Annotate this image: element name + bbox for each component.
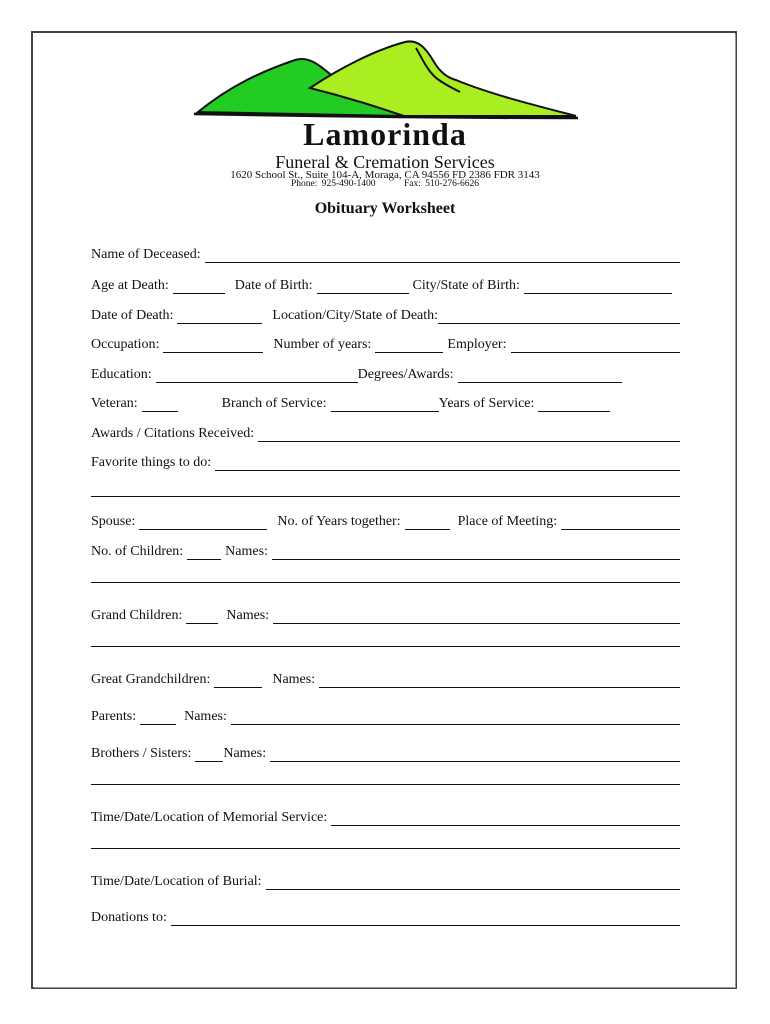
label-age-at-death: Age at Death:: [91, 278, 169, 293]
label-date-of-death: Date of Death:: [91, 308, 174, 323]
veteran-field[interactable]: [142, 397, 178, 412]
label-grand-children: Grand Children:: [91, 608, 183, 623]
label-awards-citations: Awards / Citations Received:: [91, 426, 255, 441]
label-years-together: No. of Years together:: [277, 514, 401, 529]
memorial-service-extra-line[interactable]: [91, 848, 680, 849]
place-of-meeting-field[interactable]: [561, 515, 680, 530]
row-parents: [91, 705, 680, 725]
years-together-field[interactable]: [405, 515, 450, 530]
company-name: Lamorinda: [303, 116, 467, 152]
worksheet-title: Obituary Worksheet: [314, 200, 456, 217]
row-veteran: [91, 392, 680, 412]
row-memorial-service: [91, 806, 680, 826]
label-great-grandchildren-names: Names:: [272, 672, 316, 687]
row-spouse: [91, 510, 680, 530]
label-number-of-years: Number of years:: [273, 337, 372, 352]
company-subtitle: Funeral & Cremation Services: [275, 152, 495, 172]
label-name-of-deceased: Name of Deceased:: [91, 247, 201, 262]
row-great-grandchildren: [91, 668, 680, 688]
number-of-years-field[interactable]: [375, 338, 443, 353]
children-names-extra-line[interactable]: [91, 582, 680, 583]
location-of-death-field[interactable]: [438, 309, 680, 324]
name-of-deceased-field[interactable]: [205, 248, 680, 263]
row-donations: [91, 906, 680, 926]
favorite-things-extra-line[interactable]: [91, 496, 680, 497]
label-grand-children-names: Names:: [226, 608, 270, 623]
spouse-field[interactable]: [139, 515, 267, 530]
city-state-of-birth-field[interactable]: [524, 279, 672, 294]
label-burial: Time/Date/Location of Burial:: [91, 874, 262, 889]
label-no-of-children: No. of Children:: [91, 544, 184, 559]
label-years-of-service: Years of Service:: [438, 396, 535, 411]
great-grandchildren-names-field[interactable]: [319, 673, 680, 688]
parents-names-field[interactable]: [231, 710, 680, 725]
row-children: [91, 540, 680, 560]
row-occupation: [91, 333, 680, 353]
label-occupation: Occupation:: [91, 337, 160, 352]
company-address: 1620 School St., Suite 104-A, Moraga, CA 94556 FD 2386 FDR 3143: [230, 169, 540, 181]
degrees-awards-field[interactable]: [458, 368, 622, 383]
row-grand-children: [91, 604, 680, 624]
awards-citations-field[interactable]: [258, 427, 680, 442]
siblings-count-field[interactable]: [195, 747, 223, 762]
grand-children-names-extra-line[interactable]: [91, 646, 680, 647]
row-awards: [91, 422, 680, 442]
mountain-logo-icon: [190, 34, 580, 124]
label-place-of-meeting: Place of Meeting:: [457, 514, 558, 529]
row-birth-info: [91, 274, 680, 294]
occupation-field[interactable]: [163, 338, 263, 353]
label-date-of-birth: Date of Birth:: [234, 278, 313, 293]
label-donations: Donations to:: [91, 910, 167, 925]
grand-children-names-field[interactable]: [273, 609, 680, 624]
label-spouse: Spouse:: [91, 514, 136, 529]
siblings-names-extra-line[interactable]: [91, 784, 680, 785]
label-parents: Parents:: [91, 709, 137, 724]
row-name-of-deceased: [91, 243, 680, 263]
children-names-field[interactable]: [272, 545, 680, 560]
row-favorite-things: [91, 451, 680, 471]
branch-of-service-field[interactable]: [331, 397, 439, 412]
label-veteran: Veteran:: [91, 396, 138, 411]
label-employer: Employer:: [447, 337, 507, 352]
no-of-children-field[interactable]: [187, 545, 221, 560]
date-of-birth-field[interactable]: [317, 279, 409, 294]
label-city-state-of-birth: City/State of Birth:: [412, 278, 520, 293]
grand-children-field[interactable]: [186, 609, 218, 624]
label-parents-names: Names:: [184, 709, 227, 724]
education-field[interactable]: [156, 368, 358, 383]
row-education: [91, 363, 680, 383]
burial-field[interactable]: [266, 875, 680, 890]
label-brothers-sisters: Brothers / Sisters:: [91, 746, 192, 761]
age-at-death-field[interactable]: [173, 279, 225, 294]
date-of-death-field[interactable]: [177, 309, 262, 324]
company-phone: Phone: 925-490-1400: [290, 179, 376, 189]
great-grandchildren-field[interactable]: [214, 673, 262, 688]
employer-field[interactable]: [511, 338, 681, 353]
parents-field[interactable]: [140, 710, 176, 725]
label-location-of-death: Location/City/State of Death:: [272, 308, 439, 323]
label-education: Education:: [91, 367, 152, 382]
label-branch-of-service: Branch of Service:: [221, 396, 327, 411]
years-of-service-field[interactable]: [538, 397, 610, 412]
row-burial: [91, 870, 680, 890]
label-great-grandchildren: Great Grandchildren:: [91, 672, 211, 687]
donations-field[interactable]: [171, 911, 680, 926]
memorial-service-field[interactable]: [331, 811, 680, 826]
siblings-names-field[interactable]: [270, 747, 680, 762]
company-fax: Fax: 510-276-6626: [403, 179, 480, 189]
label-memorial-service: Time/Date/Location of Memorial Service:: [91, 810, 328, 825]
company-contact: [0, 179, 770, 189]
label-favorite-things: Favorite things to do:: [91, 455, 212, 470]
label-degrees-awards: Degrees/Awards:: [357, 367, 454, 382]
label-children-names: Names:: [225, 544, 268, 559]
row-siblings: [91, 742, 680, 762]
label-siblings-names: Names:: [223, 746, 267, 761]
favorite-things-field[interactable]: [215, 456, 680, 471]
row-death-info: [91, 304, 680, 324]
